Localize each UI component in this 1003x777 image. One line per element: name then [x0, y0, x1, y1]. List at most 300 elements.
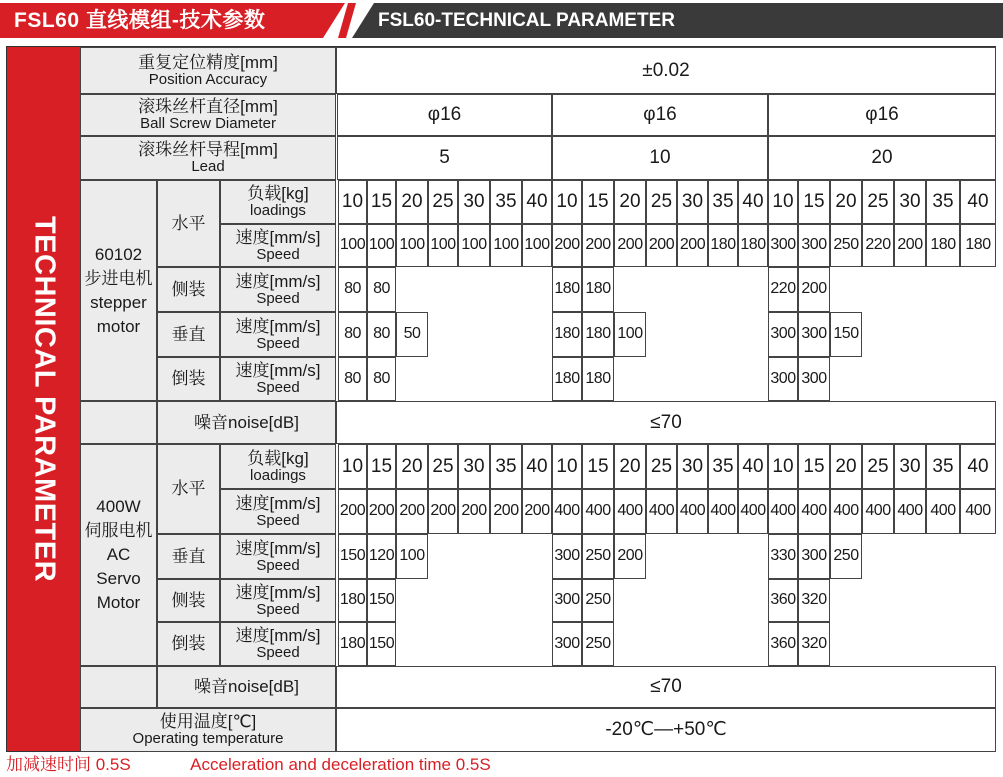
stepper-loading-value: 40	[742, 191, 764, 213]
servo-speed-value: 300	[554, 591, 580, 609]
stepper-empty-cell	[614, 267, 768, 312]
stepper-speed-value: 100	[430, 236, 456, 254]
servo-speed-label-cn: 速度[mm/s]	[235, 626, 321, 646]
servo-speed-cell	[338, 489, 367, 534]
stepper-speed-value: 300	[770, 236, 796, 254]
stepper-speed-value: 200	[585, 236, 611, 254]
stepper-motor-label-line: motor	[96, 316, 141, 336]
servo-speed-value: 200	[617, 547, 643, 565]
servo-mount-inverted	[157, 622, 220, 666]
servo-loading-value: 20	[401, 455, 423, 477]
stepper-speed-value: 200	[554, 236, 580, 254]
stepper-speed-cell	[768, 224, 798, 267]
stepper-motor-label-line: 60102	[94, 244, 143, 264]
servo-speed-label	[220, 489, 336, 534]
stepper-speed-value: 300	[770, 325, 796, 343]
stepper-loading-cell	[522, 180, 552, 224]
lead-label	[80, 136, 336, 180]
stepper-loading-value: 25	[650, 191, 673, 213]
stepper-speed-value: 200	[617, 236, 643, 254]
servo-speed-cell	[552, 534, 582, 579]
stepper-loading-cell	[582, 180, 614, 224]
stepper-noise-label-text: 噪音noise[dB]	[194, 412, 299, 432]
servo-loading-cell	[646, 444, 677, 489]
stepper-loading-cell	[367, 180, 396, 224]
diameter-value-text: φ16	[643, 104, 677, 126]
servo-mount-horizontal	[157, 444, 220, 534]
side-label-band	[7, 47, 80, 751]
stepper-loading-cell	[490, 180, 522, 224]
stepper-speed-value: 80	[344, 369, 361, 387]
servo-loading-cell	[926, 444, 960, 489]
servo-loading-cell	[552, 444, 582, 489]
stepper-loading-value: 10	[772, 191, 794, 213]
stepper-loading-value: 20	[401, 191, 423, 213]
stepper-speed-cell	[338, 312, 367, 357]
stepper-speed-value: 80	[373, 369, 390, 387]
servo-speed-cell	[582, 489, 614, 534]
stepper-speed-value: 100	[368, 236, 395, 254]
servo-speed-value: 180	[339, 591, 366, 609]
servo-speed-cell	[646, 489, 677, 534]
stepper-speed-value: 50	[403, 325, 421, 343]
servo-loading-cell	[338, 444, 367, 489]
stepper-noise-value	[336, 401, 996, 444]
stepper-loading-cell	[428, 180, 458, 224]
stepper-speed-value: 100	[524, 236, 550, 254]
servo-loading-value: 15	[803, 455, 825, 477]
servo-speed-cell	[768, 489, 798, 534]
stepper-speed-cell	[367, 267, 396, 312]
servo-empty-cell	[830, 622, 996, 666]
servo-speed-value: 180	[339, 634, 366, 652]
stepper-empty-cell	[614, 357, 768, 401]
servo-speed-value: 320	[801, 634, 827, 652]
stepper-loading-value: 30	[463, 191, 485, 213]
servo-empty-cell	[862, 534, 996, 579]
accuracy-label-en: Position Accuracy	[148, 70, 268, 88]
diameter-label-en: Ball Screw Diameter	[140, 115, 276, 133]
servo-speed-cell	[338, 534, 367, 579]
stepper-speed-label	[220, 267, 336, 312]
servo-empty-cell	[614, 622, 768, 666]
stepper-loading-value: 15	[803, 191, 825, 213]
diameter-value-text: φ16	[427, 104, 462, 126]
stepper-noise-value-text: ≤70	[650, 411, 682, 433]
temperature-value	[336, 708, 996, 752]
servo-loading-value: 25	[432, 455, 454, 477]
footer-note	[6, 753, 996, 777]
servo-empty-cell	[396, 622, 552, 666]
servo-speed-value: 400	[648, 502, 675, 520]
servo-speed-value: 200	[399, 502, 425, 520]
stepper-speed-cell	[768, 267, 798, 312]
stepper-loading-cell	[614, 180, 646, 224]
servo-speed-value: 100	[399, 547, 425, 565]
stepper-speed-cell	[338, 357, 367, 401]
stepper-speed-value: 250	[833, 236, 859, 254]
stepper-speed-value: 180	[965, 236, 991, 254]
servo-speed-value: 200	[368, 502, 395, 520]
stepper-loading-value: 35	[712, 191, 734, 213]
servo-speed-cell	[960, 489, 996, 534]
stepper-speed-cell	[338, 267, 367, 312]
servo-loading-cell	[428, 444, 458, 489]
stepper-speed-label-cn: 速度[mm/s]	[235, 271, 321, 291]
servo-speed-cell	[830, 489, 862, 534]
stepper-speed-value: 100	[493, 236, 519, 254]
servo-loading-cell	[738, 444, 768, 489]
stepper-speed-value: 180	[930, 236, 956, 254]
stepper-mount-inverted-text: 倒装	[171, 369, 206, 389]
stepper-loading-cell	[396, 180, 428, 224]
servo-speed-cell	[738, 489, 768, 534]
stepper-speed-value: 220	[865, 236, 891, 254]
stepper-speed-cell	[458, 224, 490, 267]
servo-loading-value: 15	[370, 455, 393, 477]
servo-speed-cell	[522, 489, 552, 534]
stepper-loading-cell	[830, 180, 862, 224]
servo-empty-cell	[428, 534, 552, 579]
lead-value-text: 20	[871, 147, 893, 169]
stepper-speed-value: 200	[801, 280, 827, 298]
stepper-speed-cell	[708, 224, 738, 267]
servo-speed-cell	[552, 489, 582, 534]
stepper-loading-value: 25	[867, 191, 889, 213]
stepper-loading-label-cn: 负载[kg]	[247, 184, 309, 204]
stepper-speed-cell	[862, 224, 894, 267]
servo-speed-value: 400	[740, 502, 766, 520]
stepper-empty-cell	[396, 267, 552, 312]
servo-speed-value: 300	[554, 547, 580, 565]
servo-speed-cell	[458, 489, 490, 534]
stepper-speed-cell	[582, 267, 614, 312]
stepper-loading-label-en: loadings	[250, 202, 306, 220]
stepper-speed-cell	[798, 357, 830, 401]
servo-speed-value: 150	[368, 634, 395, 652]
side-label: TECHNICAL PARAMETER	[28, 215, 60, 583]
stepper-speed-cell	[428, 224, 458, 267]
servo-empty-cell	[830, 579, 996, 622]
servo-speed-value: 400	[865, 502, 891, 520]
servo-speed-value: 150	[339, 547, 366, 565]
stepper-mount-inverted	[157, 357, 220, 401]
stepper-speed-cell	[552, 357, 582, 401]
servo-speed-value: 250	[585, 591, 611, 609]
servo-speed-label-en: Speed	[256, 644, 300, 662]
servo-mount-inverted-text: 倒装	[171, 634, 206, 654]
diameter-value	[337, 94, 552, 136]
stepper-empty-cell	[830, 267, 996, 312]
stepper-speed-value: 300	[770, 369, 796, 387]
stepper-empty-cell	[830, 357, 996, 401]
servo-mount-side	[157, 579, 220, 622]
stepper-speed-cell	[582, 312, 614, 357]
servo-loading-value: 40	[742, 455, 764, 477]
servo-speed-value: 400	[554, 502, 580, 520]
accuracy-value-text: ±0.02	[642, 59, 690, 81]
servo-speed-cell	[862, 489, 894, 534]
footer-cn: 加减速时间 0.5S	[6, 755, 131, 774]
accuracy-value	[336, 47, 996, 94]
stepper-loading-value: 35	[495, 191, 517, 213]
servo-motor-label-line: Motor	[96, 593, 141, 612]
stepper-loading-cell	[338, 180, 367, 224]
servo-loading-value: 20	[619, 455, 641, 477]
servo-noise-value-text: ≤70	[650, 676, 682, 698]
servo-loading-cell	[960, 444, 996, 489]
servo-loading-cell	[862, 444, 894, 489]
servo-motor-label-line: AC	[106, 545, 131, 564]
stepper-speed-cell	[768, 357, 798, 401]
lead-value-text: 5	[439, 147, 450, 169]
stepper-loading-cell	[738, 180, 768, 224]
servo-loading-cell	[708, 444, 738, 489]
stepper-speed-cell	[646, 224, 677, 267]
servo-loading-value: 30	[899, 455, 921, 477]
servo-speed-value: 400	[833, 502, 859, 520]
stepper-speed-cell	[552, 312, 582, 357]
accuracy-label-cn: 重复定位精度[mm]	[138, 52, 278, 72]
servo-loading-label-cn: 负载[kg]	[247, 448, 309, 468]
stepper-speed-label	[220, 312, 336, 357]
stepper-speed-value: 180	[554, 325, 580, 343]
stepper-speed-cell	[830, 312, 862, 357]
servo-speed-cell	[582, 622, 614, 666]
servo-speed-label-cn: 速度[mm/s]	[235, 538, 321, 558]
servo-loading-value: 20	[835, 455, 857, 477]
servo-loading-value: 35	[712, 455, 734, 477]
stepper-loading-value: 30	[681, 191, 704, 213]
stepper-motor-label	[80, 180, 157, 401]
servo-loading-label-en: loadings	[250, 466, 306, 484]
servo-speed-cell	[677, 489, 708, 534]
servo-speed-value: 400	[617, 502, 643, 520]
stepper-speed-label	[220, 224, 336, 267]
stepper-speed-value: 100	[339, 236, 366, 254]
stepper-loading-value: 15	[370, 191, 393, 213]
stepper-mount-side	[157, 267, 220, 312]
header-banner	[0, 0, 1003, 40]
servo-empty-cell	[614, 579, 768, 622]
stepper-speed-cell	[396, 224, 428, 267]
stepper-empty-cell	[428, 312, 552, 357]
stepper-loading-value: 40	[526, 191, 548, 213]
diameter-value-text: φ16	[865, 104, 899, 126]
stepper-speed-label-en: Speed	[256, 245, 300, 263]
servo-speed-label-en: Speed	[256, 600, 300, 618]
servo-speed-cell	[552, 622, 582, 666]
stepper-loading-value: 10	[556, 191, 578, 213]
stepper-loading-value: 30	[899, 191, 921, 213]
servo-speed-cell	[367, 579, 396, 622]
stepper-speed-cell	[396, 312, 428, 357]
lead-label-en: Lead	[191, 158, 225, 176]
footer-en: Acceleration and deceleration time 0.5S	[190, 755, 491, 774]
stepper-speed-cell	[894, 224, 926, 267]
stepper-empty-cell	[396, 357, 552, 401]
servo-speed-value: 320	[801, 591, 827, 609]
stepper-speed-value: 150	[833, 325, 859, 343]
stepper-speed-cell	[738, 224, 768, 267]
stepper-loading-value: 40	[967, 191, 989, 213]
stepper-loading-cell	[708, 180, 738, 224]
stepper-speed-label-cn: 速度[mm/s]	[235, 361, 321, 381]
stepper-speed-label-cn: 速度[mm/s]	[235, 227, 321, 247]
servo-noise-label	[157, 666, 336, 708]
servo-speed-cell	[708, 489, 738, 534]
servo-speed-cell	[396, 489, 428, 534]
servo-speed-value: 400	[585, 502, 611, 520]
stepper-speed-value: 220	[770, 280, 796, 298]
stepper-empty-cell	[646, 312, 768, 357]
servo-speed-cell	[798, 534, 830, 579]
servo-noise-value	[336, 666, 996, 708]
servo-loading-cell	[458, 444, 490, 489]
servo-speed-value: 300	[801, 547, 827, 565]
servo-speed-value: 400	[897, 502, 923, 520]
stepper-loading-cell	[926, 180, 960, 224]
servo-speed-cell	[582, 534, 614, 579]
servo-loading-cell	[490, 444, 522, 489]
servo-motor-label-line: 400W	[96, 497, 141, 516]
stepper-speed-value: 180	[554, 280, 580, 298]
stepper-speed-cell	[677, 224, 708, 267]
stepper-speed-value: 180	[710, 236, 736, 254]
stepper-speed-value: 100	[617, 325, 643, 343]
servo-speed-value: 250	[585, 547, 611, 565]
stepper-speed-value: 300	[801, 369, 827, 387]
servo-loading-cell	[614, 444, 646, 489]
stepper-speed-value: 100	[399, 236, 425, 254]
servo-speed-cell	[926, 489, 960, 534]
stepper-speed-cell	[960, 224, 996, 267]
lead-label-cn: 滚珠丝杆导程[mm]	[138, 140, 278, 160]
stepper-speed-cell	[522, 224, 552, 267]
lead-value	[768, 136, 996, 180]
servo-loading-value: 10	[341, 455, 364, 477]
stepper-mount-vertical	[157, 312, 220, 357]
stepper-speed-value: 180	[554, 369, 580, 387]
temperature-label-en: Operating temperature	[132, 730, 284, 748]
stepper-loading-cell	[458, 180, 490, 224]
diameter-label	[80, 94, 336, 136]
stepper-speed-value: 100	[461, 236, 487, 254]
diameter-label-cn: 滚珠丝杆直径[mm]	[138, 97, 278, 117]
stepper-speed-label-cn: 速度[mm/s]	[235, 316, 321, 336]
servo-speed-cell	[830, 534, 862, 579]
stepper-speed-value: 180	[585, 280, 611, 298]
stepper-loading-value: 25	[432, 191, 454, 213]
stepper-speed-cell	[552, 267, 582, 312]
servo-speed-value: 200	[461, 502, 487, 520]
servo-speed-cell	[428, 489, 458, 534]
stepper-speed-cell	[926, 224, 960, 267]
servo-speed-cell	[367, 534, 396, 579]
temperature-label-cn: 使用温度[℃]	[159, 712, 257, 732]
servo-loading-value: 35	[495, 455, 517, 477]
stepper-speed-value: 80	[344, 325, 361, 343]
stepper-mount-vertical-text: 垂直	[171, 324, 206, 344]
servo-speed-value: 400	[965, 502, 991, 520]
stepper-mount-horizontal-text: 水平	[171, 213, 206, 233]
servo-speed-cell	[894, 489, 926, 534]
stepper-loading-cell	[552, 180, 582, 224]
servo-speed-value: 200	[430, 502, 456, 520]
stepper-speed-value: 200	[648, 236, 675, 254]
servo-loading-value: 40	[967, 455, 989, 477]
servo-speed-cell	[338, 579, 367, 622]
servo-mount-horizontal-text: 水平	[171, 479, 206, 499]
servo-loading-value: 10	[772, 455, 794, 477]
header-title-cn: FSL60 直线模组-技术参数	[14, 9, 266, 32]
servo-speed-value: 250	[585, 634, 611, 652]
stepper-speed-value: 300	[801, 236, 827, 254]
stepper-loading-cell	[894, 180, 926, 224]
servo-loading-value: 40	[526, 455, 548, 477]
stepper-speed-cell	[830, 224, 862, 267]
servo-loading-value: 25	[867, 455, 889, 477]
servo-speed-value: 250	[833, 547, 859, 565]
servo-loading-value: 10	[556, 455, 578, 477]
stepper-loading-label	[220, 180, 336, 224]
servo-speed-cell	[552, 579, 582, 622]
servo-noise-spacer	[80, 666, 157, 708]
servo-empty-cell	[396, 579, 552, 622]
servo-loading-cell	[768, 444, 798, 489]
stepper-speed-value: 180	[585, 369, 611, 387]
servo-speed-value: 400	[801, 502, 827, 520]
lead-value	[337, 136, 552, 180]
stepper-noise-spacer	[80, 401, 157, 444]
servo-speed-value: 400	[770, 502, 796, 520]
stepper-loading-value: 20	[619, 191, 641, 213]
servo-speed-value: 120	[368, 547, 395, 565]
servo-speed-cell	[367, 489, 396, 534]
stepper-loading-value: 15	[587, 191, 609, 213]
servo-loading-cell	[582, 444, 614, 489]
servo-speed-cell	[338, 622, 367, 666]
servo-speed-cell	[367, 622, 396, 666]
servo-speed-cell	[614, 534, 646, 579]
servo-motor-label-line: Servo	[96, 569, 141, 588]
servo-speed-cell	[396, 534, 428, 579]
stepper-speed-cell	[367, 312, 396, 357]
stepper-loading-value: 10	[341, 191, 364, 213]
servo-loading-value: 25	[650, 455, 673, 477]
stepper-speed-label	[220, 357, 336, 401]
servo-speed-value: 330	[770, 547, 796, 565]
servo-speed-label-cn: 速度[mm/s]	[235, 493, 321, 513]
stepper-motor-label-line: stepper	[90, 292, 147, 312]
servo-loading-value: 35	[932, 455, 954, 477]
servo-speed-value: 200	[339, 502, 366, 520]
servo-speed-cell	[582, 579, 614, 622]
stepper-loading-cell	[960, 180, 996, 224]
servo-speed-cell	[798, 579, 830, 622]
servo-speed-cell	[768, 579, 798, 622]
servo-loading-value: 30	[463, 455, 485, 477]
servo-speed-cell	[798, 489, 830, 534]
servo-speed-value: 400	[710, 502, 736, 520]
servo-speed-value: 360	[770, 591, 796, 609]
stepper-speed-value: 300	[801, 325, 827, 343]
stepper-speed-cell	[552, 224, 582, 267]
header-title-en: FSL60-TECHNICAL PARAMETER	[378, 10, 675, 31]
servo-speed-cell	[768, 622, 798, 666]
servo-motor-label	[80, 444, 157, 666]
diameter-value	[552, 94, 768, 136]
